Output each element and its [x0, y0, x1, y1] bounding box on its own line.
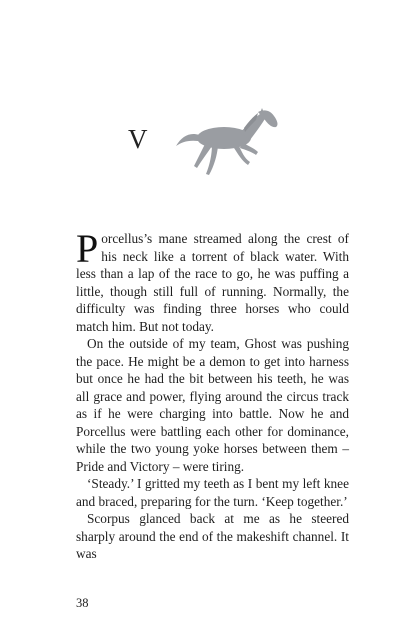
paragraph: On the outside of my team, Ghost was pushing the pace. He might be a demon to get into harness but once he had the bit between his teeth, he was all grace and power, flying around the circus track as if he were charging into battle. Now he and Porcellus were battling each other for dominance, while the two young yoke horses between them – Pride and Victory – were tiring.	[76, 336, 349, 474]
chapter-heading	[128, 108, 278, 178]
drop-cap: P	[76, 226, 99, 271]
paragraph: Scorpus glanced back at me as he steered sharply around the end of the makeshift channel. It was	[76, 511, 349, 561]
body-text	[76, 226, 349, 563]
page-number: 38	[76, 596, 89, 610]
paragraph	[76, 226, 349, 335]
paragraph-text: orcellus’s mane streamed along the crest of his neck like a torrent of black water. With less than a lap of the race to go, he was puffing a little, though still full of running. Normally, the difficulty was finding three horses who could match him. But not today.	[76, 231, 349, 334]
galloping-horse-icon	[168, 108, 286, 182]
paragraph: ‘Steady.’ I gritted my teeth as I bent my left knee and braced, preparing for the turn. ‘Keep together.’	[76, 476, 349, 509]
chapter-numeral: V	[128, 124, 149, 154]
